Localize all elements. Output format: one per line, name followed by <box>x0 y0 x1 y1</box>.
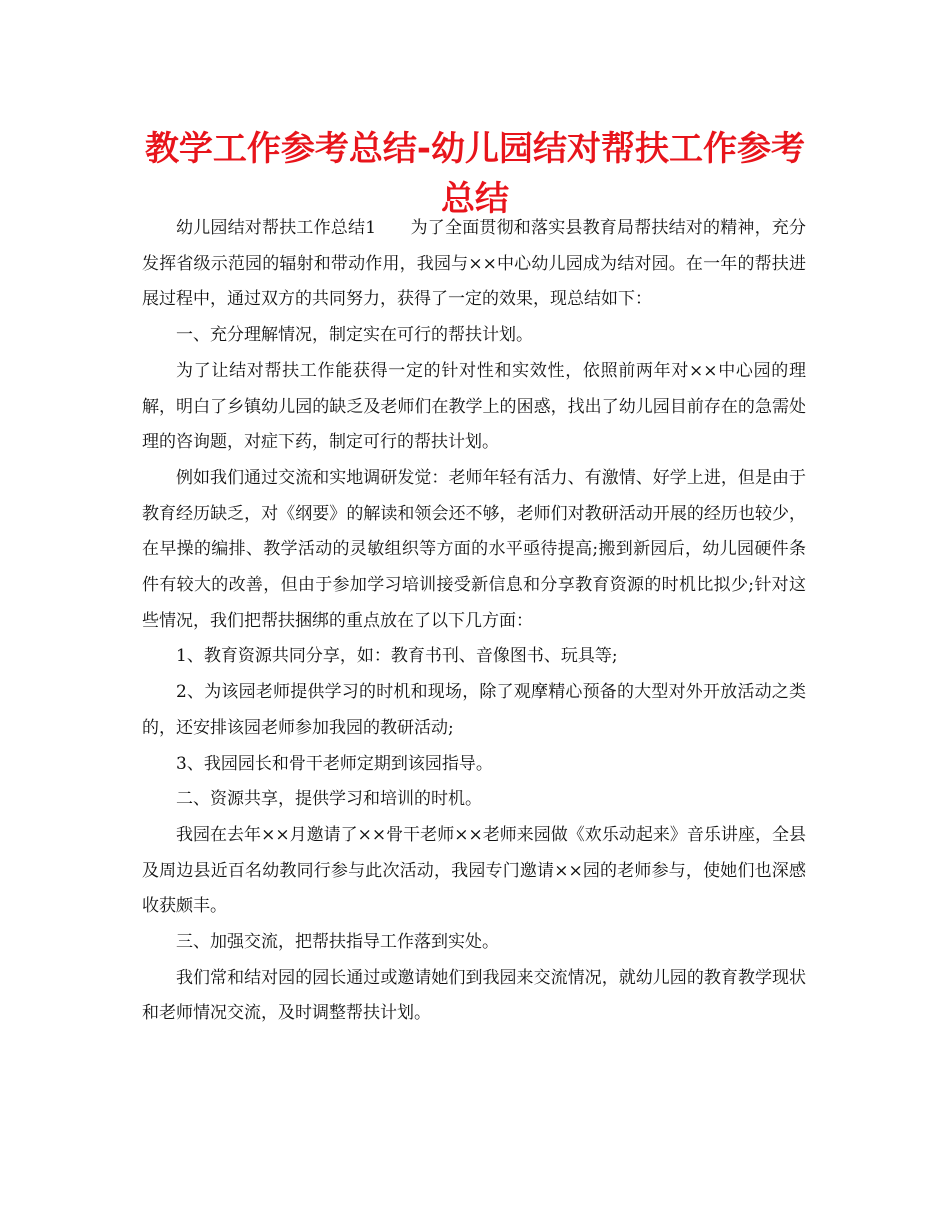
paragraph: 为了让结对帮扶工作能获得一定的针对性和实效性，依照前两年对××中心园的理解，明白了乡镇幼儿园的缺乏及老师们在教学上的困惑，找出了幼儿园目前存在的急需处理的咨询题，对症下药，制定可行的帮扶计划。 <box>142 360 806 453</box>
section-heading-1: 一、充分理解情况，制定实在可行的帮扶计划。 <box>176 325 533 346</box>
list-item: 3、我园园长和骨干老师定期到该园指导。 <box>176 753 493 774</box>
paragraph: 我们常和结对园的园长通过或邀请她们到我园来交流情况，就幼儿园的教育教学现状和老师情况交流，及时调整帮扶计划。 <box>142 967 806 1024</box>
paragraph: 我园在去年××月邀请了××骨干老师××老师来园做《欢乐动起来》音乐讲座，全县及周边县近百名幼教同行参与此次活动，我园专门邀请××园的老师参与，使她们也深感收获颇丰。 <box>142 824 806 917</box>
section-heading-2: 二、资源共享，提供学习和培训的时机。 <box>176 789 482 810</box>
document-title: 教学工作参考总结-幼儿园结对帮扶工作参考总结 <box>144 129 806 219</box>
paragraph: 例如我们通过交流和实地调研发觉：老师年轻有活力、有激情、好学上进，但是由于教育经历缺乏，对《纲要》的解读和领会还不够，老师们对教研活动开展的经历也较少，在早操的编排、教学活动的灵敏组织等方面的水平亟待提高;搬到新园后，幼儿园硬件条件有较大的改善，但由于参加学习培训接受新信息和分享教育资源的时机比拟少;针对这些情况，我们把帮扶捆绑的重点放在了以下几方面： <box>142 467 806 631</box>
section-heading-3: 三、加强交流，把帮扶指导工作落到实处。 <box>176 932 499 953</box>
list-item: 1、教育资源共同分享，如：教育书刊、音像图书、玩具等; <box>176 646 618 667</box>
list-item: 2、为该园老师提供学习的时机和现场，除了观摩精心预备的大型对外开放活动之类的，还安排该园老师参加我园的教研活动; <box>142 682 806 738</box>
document-body <box>142 211 806 1032</box>
paragraph-intro: 幼儿园结对帮扶工作总结1 为了全面贯彻和落实县教育局帮扶结对的精神，充分发挥省级示范园的辐射和带动作用，我园与××中心幼儿园成为结对园。在一年的帮扶进展过程中，通过双方的共同努力，获得了一定的效果，现总结如下： <box>142 218 806 310</box>
